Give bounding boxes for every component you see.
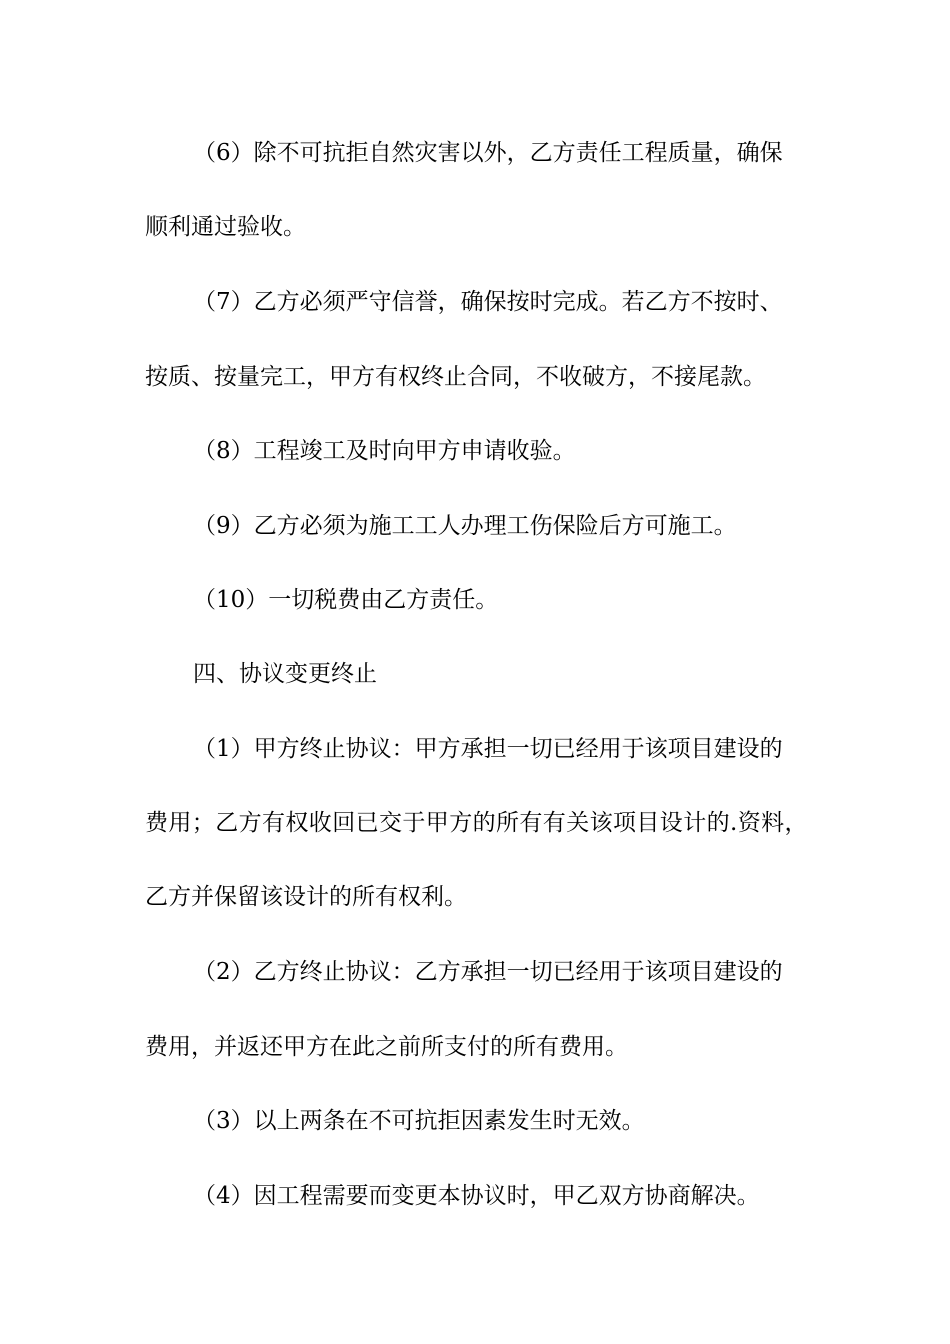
clause-4-4: （4）因工程需要而变更本协议时，甲乙双方协商解决。 <box>193 1183 760 1209</box>
clause-3-7-line-1: （7）乙方必须严守信誉，确保按时完成。若乙方不按时、 <box>193 289 783 315</box>
section-heading-4: 四、协议变更终止 <box>193 661 377 687</box>
clause-3-7-line-2: 按质、按量完工，甲方有权终止合同，不收破方，不接尾款。 <box>145 364 766 390</box>
clause-3-9: （9）乙方必须为施工工人办理工伤保险后方可施工。 <box>193 513 737 539</box>
clause-3-6-line-1: （6）除不可抗拒自然灾害以外，乙方责任工程质量，确保 <box>193 140 783 166</box>
clause-3-10: （10）一切税费由乙方责任。 <box>193 587 499 613</box>
clause-4-1-line-3: 乙方并保留该设计的所有权利。 <box>145 884 467 910</box>
clause-4-2-line-1: （2）乙方终止协议：乙方承担一切已经用于该项目建设的 <box>193 959 783 985</box>
clause-4-1-line-2: 费用；乙方有权收回已交于甲方的所有有关该项目设计的.资料， <box>145 810 808 836</box>
clause-4-2-line-2: 费用，并返还甲方在此之前所支付的所有费用。 <box>145 1034 628 1060</box>
clause-3-8: （8）工程竣工及时向甲方申请收验。 <box>193 438 576 464</box>
clause-4-3: （3）以上两条在不可抗拒因素发生时无效。 <box>193 1108 645 1134</box>
clause-3-6-line-2: 顺利通过验收。 <box>145 214 306 240</box>
clause-4-1-line-1: （1）甲方终止协议：甲方承担一切已经用于该项目建设的 <box>193 736 783 762</box>
